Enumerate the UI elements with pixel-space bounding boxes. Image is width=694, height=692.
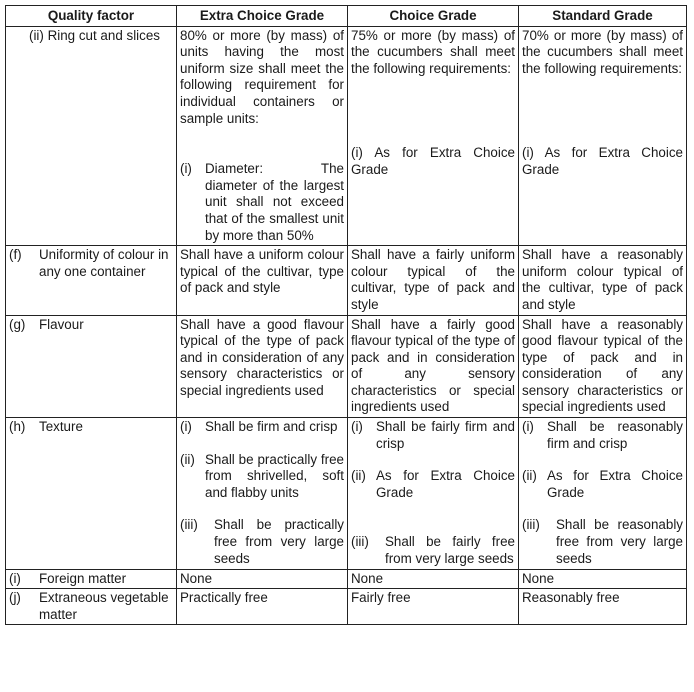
- header-quality-factor: Quality factor: [6, 6, 177, 27]
- row-label-cell: [6, 589, 177, 625]
- item-number: (ii): [180, 451, 195, 467]
- item-number: (iii): [180, 517, 198, 533]
- item-number: (i): [180, 161, 192, 177]
- table-row-texture: [6, 418, 687, 570]
- table-row-flavour: [6, 315, 687, 418]
- choice-cell: [348, 418, 519, 570]
- row-label: Foreign matter: [39, 570, 127, 586]
- quality-grade-table: [5, 5, 687, 625]
- item-number: (ii): [351, 468, 366, 484]
- standard-cell: None: [519, 569, 687, 589]
- item-text: Shall be fairly firm and crisp: [376, 419, 515, 451]
- list-item: [522, 419, 683, 452]
- list-item: [180, 452, 344, 502]
- list-item: [522, 468, 683, 501]
- choice-cell: Shall have a fairly uniform colour typical of the cultivar, type of pack and style: [348, 246, 519, 315]
- item-text: Shall be firm and crisp: [205, 419, 338, 435]
- row-label: Uniformity of colour in any one container: [39, 247, 169, 279]
- cell-intro: 80% or more (by mass) of units having the most uniform size shall meet the following requirement for individual containers or sample units:: [180, 27, 344, 126]
- row-label-cell: [6, 315, 177, 418]
- item-number: (iii): [351, 534, 369, 550]
- extra-choice-cell: [177, 26, 348, 246]
- item-text: Shall be practically free from shrivelled, soft and flabby units: [205, 451, 344, 500]
- list-item: [180, 419, 344, 436]
- standard-cell: Shall have a reasonably uniform colour typical of the cultivar, type of pack and style: [519, 246, 687, 315]
- row-label: (ii) Ring cut and slices: [29, 27, 160, 43]
- item-text: Shall be reasonably free from very large seeds: [556, 517, 683, 566]
- standard-cell: Reasonably free: [519, 589, 687, 625]
- row-label-cell: [6, 569, 177, 589]
- list-item: [522, 517, 683, 567]
- table-row-ring-cut: [6, 26, 687, 246]
- cell-item: (i) As for Extra Choice Grade: [522, 145, 683, 177]
- cell-intro: 70% or more (by mass) of the cucumbers shall meet the following requirements:: [522, 27, 683, 76]
- row-label-cell: [6, 418, 177, 570]
- row-label: Flavour: [39, 316, 84, 332]
- cell-item: (i) As for Extra Choice Grade: [351, 145, 515, 177]
- table-row-uniformity: [6, 246, 687, 315]
- header-standard-grade: Standard Grade: [519, 6, 687, 27]
- choice-cell: Shall have a fairly good flavour typical of the type of pack and in consideration of any sensory characteristics or special ingredients used: [348, 315, 519, 418]
- row-letter: (h): [9, 419, 26, 435]
- item-text: As for Extra Choice Grade: [547, 468, 683, 500]
- extra-choice-cell: Shall have a uniform colour typical of the cultivar, type of pack and style: [177, 246, 348, 315]
- list-item: [351, 468, 515, 501]
- standard-cell: Shall have a reasonably good flavour typical of the type of pack and in consideration of any sensory characteristics or special ingredients used: [519, 315, 687, 418]
- row-letter: (i): [9, 570, 21, 586]
- list-item: [180, 161, 344, 244]
- choice-cell: [348, 26, 519, 246]
- standard-cell: [519, 26, 687, 246]
- table-row-extraneous: [6, 589, 687, 625]
- row-letter: (f): [9, 247, 22, 263]
- item-number: (i): [522, 419, 534, 435]
- row-label: Extraneous vegetable matter: [39, 590, 169, 622]
- row-label-cell: [6, 246, 177, 315]
- item-text: Shall be practically free from very large seeds: [214, 517, 344, 566]
- row-letter: (j): [9, 590, 21, 606]
- row-letter: (g): [9, 316, 26, 332]
- item-text: Diameter: The diameter of the largest unit shall not exceed that of the smallest unit by more than 50%: [205, 161, 344, 243]
- standard-cell: [519, 418, 687, 570]
- cell-intro: 75% or more (by mass) of the cucumbers shall meet the following requirements:: [351, 27, 515, 76]
- list-item: [351, 419, 515, 452]
- item-number: (i): [351, 419, 363, 435]
- item-text: Shall be reasonably firm and crisp: [547, 419, 683, 451]
- choice-cell: Fairly free: [348, 589, 519, 625]
- row-label: Texture: [39, 419, 83, 435]
- extra-choice-cell: Practically free: [177, 589, 348, 625]
- choice-cell: None: [348, 569, 519, 589]
- item-number: (i): [180, 419, 192, 435]
- table-row-foreign-matter: [6, 569, 687, 589]
- list-item: [180, 517, 344, 567]
- extra-choice-cell: Shall have a good flavour typical of the type of pack and in consideration of any sensory characteristics or special ingredients used: [177, 315, 348, 418]
- extra-choice-cell: None: [177, 569, 348, 589]
- item-text: Shall be fairly free from very large seeds: [385, 534, 515, 567]
- header-row: [6, 6, 687, 27]
- extra-choice-cell: [177, 418, 348, 570]
- item-text: As for Extra Choice Grade: [376, 468, 515, 500]
- header-extra-choice-grade: Extra Choice Grade: [177, 6, 348, 27]
- row-label-cell: [6, 26, 177, 246]
- header-choice-grade: Choice Grade: [348, 6, 519, 27]
- item-number: (ii): [522, 468, 537, 484]
- item-number: (iii): [522, 517, 540, 533]
- list-item: [351, 534, 515, 567]
